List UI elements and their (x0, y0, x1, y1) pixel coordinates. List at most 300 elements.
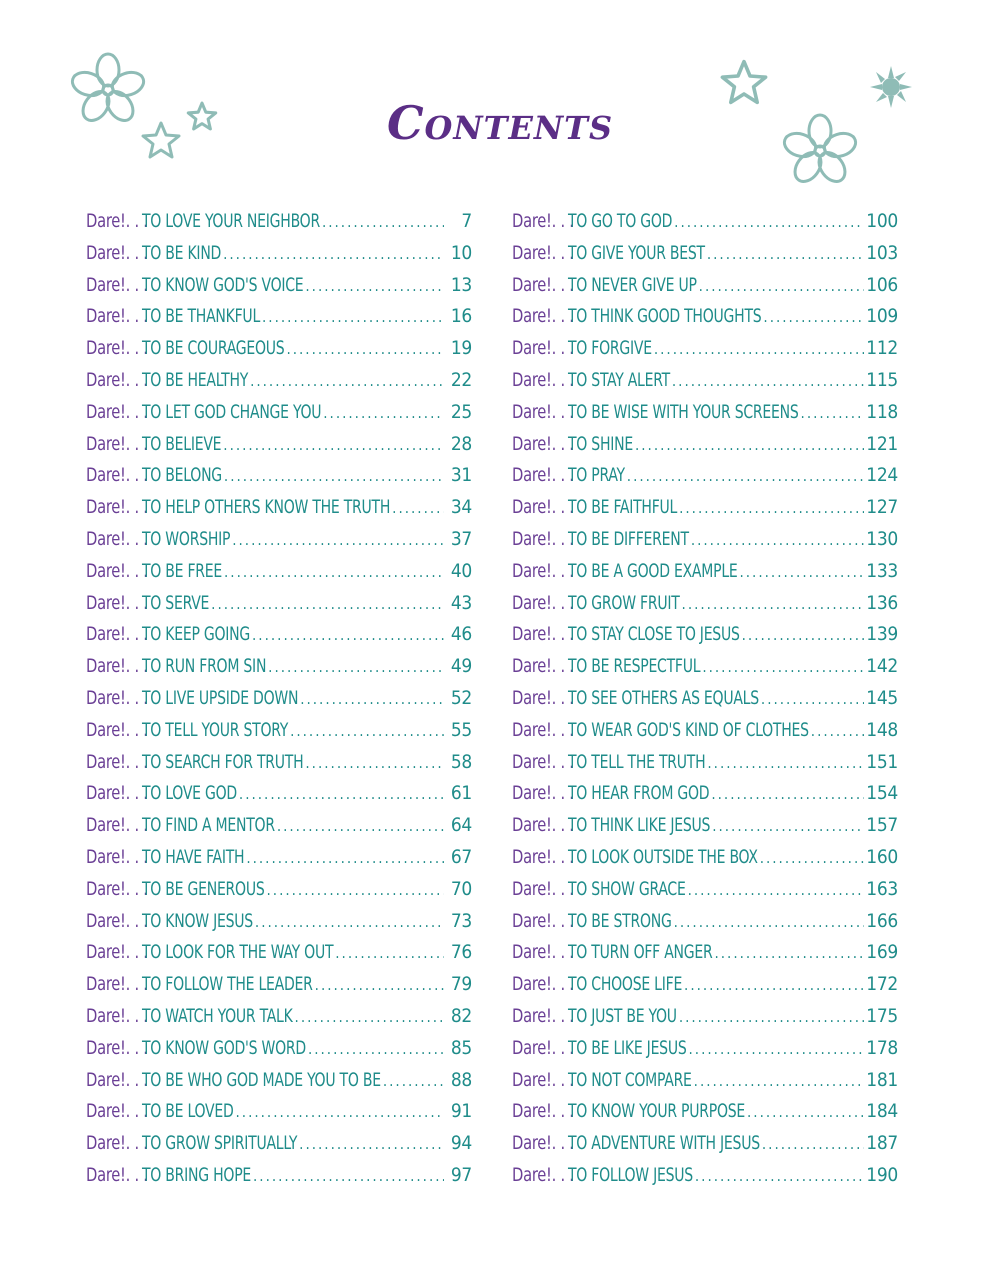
entry-prefix: Dare!. . . (512, 400, 574, 423)
toc-entry (86, 778, 472, 810)
toc-entry (512, 556, 898, 588)
entry-page-number: 133 (866, 559, 898, 582)
entry-title: TO CHOOSE LIFE (568, 973, 683, 996)
entry-title: TO WORSHIP (142, 527, 231, 550)
entry-page-number: 163 (866, 877, 898, 900)
entry-page-number: 124 (866, 464, 898, 487)
dot-leader (627, 461, 864, 493)
entry-page-number: 157 (866, 814, 898, 837)
entry-page-number: 19 (450, 337, 472, 360)
entry-title: TO KNOW GOD'S VOICE (142, 273, 304, 296)
entry-title: TO BE COURAGEOUS (142, 337, 285, 360)
entry-page-number: 142 (866, 655, 898, 678)
entry-page-number: 121 (866, 432, 898, 455)
dot-leader (383, 1066, 444, 1098)
dot-leader (246, 843, 444, 875)
entry-title: TO LIVE UPSIDE DOWN (142, 686, 299, 709)
entry-prefix: Dare!. . . (512, 941, 574, 964)
entry-title: TO FIND A MENTOR (142, 814, 275, 837)
entry-prefix: Dare!. . . (86, 973, 148, 996)
entry-prefix: Dare!. . . (512, 623, 574, 646)
dot-leader (315, 970, 444, 1002)
entry-title: TO BE GENEROUS (142, 877, 265, 900)
toc-entry (512, 969, 898, 1001)
dot-leader (760, 843, 865, 875)
entry-prefix: Dare!. . . (512, 909, 574, 932)
toc-entry (86, 715, 472, 747)
entry-page-number: 109 (866, 305, 898, 328)
entry-prefix: Dare!. . . (512, 273, 574, 296)
entry-prefix: Dare!. . . (86, 623, 148, 646)
entry-page-number: 43 (450, 591, 472, 614)
entry-prefix: Dare!. . . (512, 464, 574, 487)
entry-title: TO BE WHO GOD MADE YOU TO BE (142, 1068, 381, 1091)
dot-leader (712, 811, 864, 843)
entry-prefix: Dare!. . . (86, 464, 148, 487)
dot-leader (250, 366, 444, 398)
entry-prefix: Dare!. . . (512, 527, 574, 550)
entry-title: TO SEARCH FOR TRUTH (142, 750, 304, 773)
entry-title: TO NEVER GIVE UP (568, 273, 697, 296)
entry-title: TO BE RESPECTFUL (568, 655, 701, 678)
toc-entry (512, 747, 898, 779)
dot-leader (707, 239, 864, 271)
entry-page-number: 25 (450, 400, 472, 423)
entry-prefix: Dare!. . . (512, 305, 574, 328)
entry-prefix: Dare!. . . (512, 718, 574, 741)
toc-entry (512, 810, 898, 842)
dot-leader (801, 398, 865, 430)
toc-entry (86, 365, 472, 397)
entry-page-number: 106 (866, 273, 898, 296)
dot-leader (255, 907, 444, 939)
page-title: Contents (386, 96, 614, 150)
toc-entry (512, 397, 898, 429)
entry-title: TO TELL THE TRUTH (568, 750, 706, 773)
toc-entry (86, 842, 472, 874)
entry-title: TO WEAR GOD'S KIND OF CLOTHES (568, 718, 809, 741)
entry-prefix: Dare!. . . (512, 496, 574, 519)
dot-leader (679, 493, 864, 525)
entry-page-number: 112 (866, 337, 898, 360)
entry-title: TO LOVE YOUR NEIGHBOR (142, 210, 320, 232)
entry-prefix: Dare!. . . (86, 559, 148, 582)
entry-page-number: 67 (450, 845, 472, 868)
entry-title: TO SEE OTHERS AS EQUALS (568, 686, 759, 709)
entry-prefix: Dare!. . . (512, 1132, 574, 1155)
entry-prefix: Dare!. . . (86, 1068, 148, 1091)
entry-page-number: 175 (866, 1004, 898, 1027)
entry-prefix: Dare!. . . (86, 686, 148, 709)
entry-prefix: Dare!. . . (512, 655, 574, 678)
entry-prefix: Dare!. . . (512, 1036, 574, 1059)
entry-page-number: 94 (450, 1132, 472, 1155)
entry-title: TO STAY CLOSE TO JESUS (568, 623, 740, 646)
toc-entry (512, 1160, 898, 1192)
toc-entry (512, 715, 898, 747)
entry-title: TO FORGIVE (568, 337, 652, 360)
entry-title: TO NOT COMPARE (568, 1068, 692, 1091)
toc-entry (86, 1128, 472, 1160)
dot-leader (211, 589, 444, 621)
toc-entry (86, 1160, 472, 1192)
dot-leader (223, 430, 444, 462)
dot-leader (224, 461, 444, 493)
entry-prefix: Dare!. . . (86, 1036, 148, 1059)
entry-title: TO GROW FRUIT (568, 591, 680, 614)
dot-leader (695, 1161, 864, 1193)
toc-entry (512, 270, 898, 302)
toc-entry (512, 333, 898, 365)
toc-entry (512, 651, 898, 683)
entry-page-number: 145 (866, 686, 898, 709)
toc-entry (512, 588, 898, 620)
dot-leader (253, 1161, 444, 1193)
entry-prefix: Dare!. . . (512, 814, 574, 837)
dot-leader (305, 748, 444, 780)
entry-title: TO BE WISE WITH YOUR SCREENS (568, 400, 799, 423)
entry-page-number: 31 (450, 464, 472, 487)
dot-leader (295, 1002, 444, 1034)
toc-entry (86, 1033, 472, 1065)
entry-page-number: 139 (866, 623, 898, 646)
entry-title: TO KNOW JESUS (142, 909, 253, 932)
entry-page-number: 100 (866, 210, 898, 232)
entry-prefix: Dare!. . . (86, 718, 148, 741)
toc-entry (512, 492, 898, 524)
dot-leader (742, 620, 865, 652)
entry-page-number: 181 (866, 1068, 898, 1091)
entry-page-number: 10 (450, 241, 472, 264)
toc-entry (86, 810, 472, 842)
toc-entry (512, 524, 898, 556)
entry-prefix: Dare!. . . (86, 845, 148, 868)
toc-entry (86, 1065, 472, 1097)
entry-prefix: Dare!. . . (512, 877, 574, 900)
entry-prefix: Dare!. . . (512, 686, 574, 709)
entry-prefix: Dare!. . . (86, 1163, 148, 1186)
entry-page-number: 73 (450, 909, 472, 932)
toc-entry (86, 492, 472, 524)
dot-leader (762, 1129, 864, 1161)
entry-page-number: 91 (450, 1100, 472, 1123)
dot-leader (684, 970, 864, 1002)
entry-title: TO GO TO GOD (568, 210, 673, 232)
entry-prefix: Dare!. . . (512, 1004, 574, 1027)
toc-entry (86, 270, 472, 302)
entry-page-number: 28 (450, 432, 472, 455)
entry-prefix: Dare!. . . (86, 941, 148, 964)
entry-title: TO TURN OFF ANGER (568, 941, 713, 964)
dot-leader (811, 716, 864, 748)
entry-page-number: 40 (450, 559, 472, 582)
dot-leader (299, 1129, 444, 1161)
entry-page-number: 55 (450, 718, 472, 741)
entry-page-number: 166 (866, 909, 898, 932)
entry-title: TO SHOW GRACE (568, 877, 686, 900)
toc-entry (86, 556, 472, 588)
dot-leader (635, 430, 864, 462)
dot-leader (672, 366, 864, 398)
dot-leader (305, 271, 444, 303)
toc-entry (86, 937, 472, 969)
entry-title: TO LOVE GOD (142, 782, 237, 805)
entry-page-number: 13 (450, 273, 472, 296)
dot-leader (236, 1097, 445, 1129)
contents-left-column (86, 206, 472, 1192)
toc-entry (86, 333, 472, 365)
toc-entry (86, 206, 472, 238)
entry-page-number: 88 (450, 1068, 472, 1091)
entry-prefix: Dare!. . . (512, 591, 574, 614)
dot-leader (239, 779, 444, 811)
toc-entry (86, 429, 472, 461)
entry-title: TO KNOW YOUR PURPOSE (568, 1100, 746, 1123)
entry-title: TO GROW SPIRITUALLY (142, 1132, 298, 1155)
entry-page-number: 154 (866, 782, 898, 805)
entry-prefix: Dare!. . . (86, 496, 148, 519)
entry-prefix: Dare!. . . (86, 591, 148, 614)
entry-page-number: 79 (450, 973, 472, 996)
entry-title: TO STAY ALERT (568, 368, 670, 391)
dot-leader (761, 684, 864, 716)
entry-prefix: Dare!. . . (512, 210, 574, 232)
entry-prefix: Dare!. . . (86, 368, 148, 391)
entry-prefix: Dare!. . . (86, 1100, 148, 1123)
toc-entry (512, 906, 898, 938)
dot-leader (268, 652, 444, 684)
dot-leader (694, 1066, 865, 1098)
entry-prefix: Dare!. . . (512, 1100, 574, 1123)
toc-entry (512, 842, 898, 874)
entry-prefix: Dare!. . . (86, 400, 148, 423)
dot-leader (322, 207, 444, 239)
toc-entry (86, 874, 472, 906)
toc-entry (86, 524, 472, 556)
dot-leader (711, 779, 864, 811)
dot-leader (763, 302, 864, 334)
entry-title: TO BE HEALTHY (142, 368, 249, 391)
entry-page-number: 16 (450, 305, 472, 328)
toc-entry (86, 969, 472, 1001)
entry-page-number: 58 (450, 750, 472, 773)
dot-leader (323, 398, 444, 430)
toc-entry (512, 301, 898, 333)
toc-entry (86, 238, 472, 270)
entry-prefix: Dare!. . . (86, 1004, 148, 1027)
entry-title: TO BE FAITHFUL (568, 496, 678, 519)
entry-page-number: 7 (461, 210, 472, 232)
entry-prefix: Dare!. . . (512, 337, 574, 360)
entry-title: TO BE LIKE JESUS (568, 1036, 687, 1059)
dot-leader (699, 271, 865, 303)
entry-title: TO HELP OTHERS KNOW THE TRUTH (142, 496, 391, 519)
entry-title: TO GIVE YOUR BEST (568, 241, 705, 264)
toc-entry (512, 778, 898, 810)
entry-title: TO HEAR FROM GOD (568, 782, 710, 805)
dot-leader (654, 334, 864, 366)
entry-prefix: Dare!. . . (512, 782, 574, 805)
entry-prefix: Dare!. . . (86, 432, 148, 455)
entry-prefix: Dare!. . . (512, 241, 574, 264)
entry-title: TO ADVENTURE WITH JESUS (568, 1132, 760, 1155)
dot-leader (747, 1097, 864, 1129)
dot-leader (267, 875, 445, 907)
entry-page-number: 187 (866, 1132, 898, 1155)
dot-leader (223, 239, 444, 271)
entry-title: TO JUST BE YOU (568, 1004, 677, 1027)
entry-title: TO FOLLOW THE LEADER (142, 973, 313, 996)
entry-title: TO THINK LIKE JESUS (568, 814, 711, 837)
dot-leader (262, 302, 444, 334)
entry-title: TO PRAY (568, 464, 625, 487)
toc-entry (512, 1096, 898, 1128)
toc-entry (86, 747, 472, 779)
entry-title: TO FOLLOW JESUS (568, 1163, 693, 1186)
entry-page-number: 160 (866, 845, 898, 868)
entry-prefix: Dare!. . . (86, 210, 148, 232)
entry-prefix: Dare!. . . (86, 814, 148, 837)
toc-entry (512, 429, 898, 461)
entry-page-number: 127 (866, 496, 898, 519)
entry-page-number: 178 (866, 1036, 898, 1059)
entry-title: TO SERVE (142, 591, 210, 614)
dot-leader (707, 748, 864, 780)
dot-leader (308, 1034, 444, 1066)
entry-prefix: Dare!. . . (86, 273, 148, 296)
dot-leader (674, 907, 865, 939)
entry-page-number: 118 (866, 400, 898, 423)
entry-page-number: 64 (450, 814, 472, 837)
entry-prefix: Dare!. . . (512, 1163, 574, 1186)
entry-page-number: 22 (450, 368, 472, 391)
entry-page-number: 151 (866, 750, 898, 773)
toc-entry (86, 619, 472, 651)
entry-prefix: Dare!. . . (86, 877, 148, 900)
dot-leader (224, 557, 444, 589)
toc-entry (512, 874, 898, 906)
dot-leader (674, 207, 864, 239)
dot-leader (714, 938, 864, 970)
toc-entry (86, 906, 472, 938)
entry-page-number: 169 (866, 941, 898, 964)
toc-entry (512, 683, 898, 715)
toc-entry (512, 365, 898, 397)
entry-prefix: Dare!. . . (86, 782, 148, 805)
entry-prefix: Dare!. . . (512, 1068, 574, 1091)
entry-title: TO RUN FROM SIN (142, 655, 267, 678)
entry-title: TO BE LOVED (142, 1100, 234, 1123)
entry-prefix: Dare!. . . (86, 527, 148, 550)
entry-title: TO BE A GOOD EXAMPLE (568, 559, 738, 582)
entry-page-number: 82 (450, 1004, 472, 1027)
dot-leader (392, 493, 444, 525)
toc-entry (86, 460, 472, 492)
dot-leader (286, 334, 444, 366)
toc-entry (512, 460, 898, 492)
entry-page-number: 34 (450, 496, 472, 519)
toc-entry (512, 1033, 898, 1065)
dot-leader (688, 875, 865, 907)
toc-entry (512, 1128, 898, 1160)
entry-title: TO BE KIND (142, 241, 222, 264)
toc-entry (86, 588, 472, 620)
entry-prefix: Dare!. . . (86, 909, 148, 932)
entry-page-number: 85 (450, 1036, 472, 1059)
entry-prefix: Dare!. . . (512, 559, 574, 582)
entry-prefix: Dare!. . . (86, 655, 148, 678)
entry-prefix: Dare!. . . (512, 845, 574, 868)
entry-page-number: 184 (866, 1100, 898, 1123)
toc-entry (86, 1001, 472, 1033)
entry-page-number: 148 (866, 718, 898, 741)
dot-leader (300, 684, 444, 716)
toc-entry (512, 1065, 898, 1097)
entry-page-number: 49 (450, 655, 472, 678)
entry-title: TO BRING HOPE (142, 1163, 252, 1186)
toc-entry (86, 301, 472, 333)
entry-title: TO BE STRONG (568, 909, 672, 932)
entry-title: TO HAVE FAITH (142, 845, 245, 868)
entry-prefix: Dare!. . . (86, 305, 148, 328)
dot-leader (335, 938, 444, 970)
entry-page-number: 52 (450, 686, 472, 709)
toc-entry (512, 1001, 898, 1033)
toc-entry (86, 683, 472, 715)
toc-entry (86, 397, 472, 429)
entry-title: TO BE DIFFERENT (568, 527, 689, 550)
entry-prefix: Dare!. . . (86, 337, 148, 360)
entry-title: TO SHINE (568, 432, 633, 455)
entry-page-number: 190 (866, 1163, 898, 1186)
entry-prefix: Dare!. . . (86, 1132, 148, 1155)
entry-page-number: 70 (450, 877, 472, 900)
entry-title: TO BE THANKFUL (142, 305, 261, 328)
entry-page-number: 61 (450, 782, 472, 805)
entry-title: TO WATCH YOUR TALK (142, 1004, 293, 1027)
toc-entry (86, 651, 472, 683)
dot-leader (232, 525, 444, 557)
dot-leader (290, 716, 444, 748)
dot-leader (689, 1034, 865, 1066)
entry-prefix: Dare!. . . (86, 750, 148, 773)
entry-page-number: 37 (450, 527, 472, 550)
entry-title: TO BE FREE (142, 559, 223, 582)
dot-leader (691, 525, 864, 557)
contents-right-column (512, 206, 898, 1192)
entry-page-number: 115 (866, 368, 898, 391)
entry-title: TO THINK GOOD THOUGHTS (568, 305, 762, 328)
entry-title: TO KEEP GOING (142, 623, 251, 646)
toc-entry (86, 1096, 472, 1128)
entry-page-number: 97 (450, 1163, 472, 1186)
entry-page-number: 76 (450, 941, 472, 964)
toc-entry (512, 238, 898, 270)
toc-entry (512, 619, 898, 651)
entry-page-number: 130 (866, 527, 898, 550)
entry-title: TO LET GOD CHANGE YOU (142, 400, 322, 423)
entry-page-number: 136 (866, 591, 898, 614)
entry-title: TO TELL YOUR STORY (142, 718, 289, 741)
entry-prefix: Dare!. . . (512, 973, 574, 996)
entry-prefix: Dare!. . . (512, 432, 574, 455)
entry-page-number: 103 (866, 241, 898, 264)
entry-title: TO KNOW GOD'S WORD (142, 1036, 306, 1059)
toc-entry (512, 937, 898, 969)
dot-leader (682, 589, 865, 621)
dot-leader (277, 811, 444, 843)
entry-title: TO BELIEVE (142, 432, 222, 455)
